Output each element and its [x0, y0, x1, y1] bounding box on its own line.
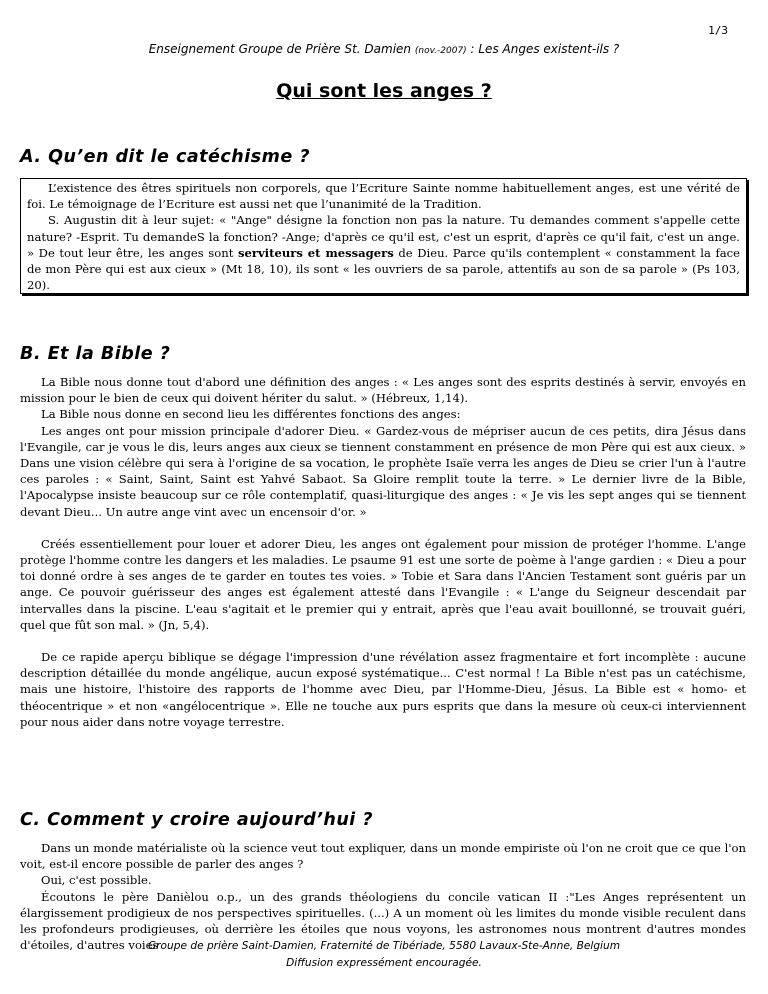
section-b-paragraph-4: Créés essentiellement pour louer et adorer Dieu, les anges ont également pour mission de protéger l'homme. L'ange protège l'homme contre les dangers et les maladies. Le psaume 91 est une sorte de poème à l'ange gardien : « Dieu a pour toi donné ordre à ses anges de te garder en toutes tes voies. » Tobie et Sara dans l'Ancien Testament sont guéris par un ange. Ce pouvoir guérisseur des anges est également attesté dans l'Evangile : « L'ange du Seigneur descendait par intervalles dans la piscine. L'eau s'agitait et le premier qui y entrait, après que l'eau avait bouillonné, se trouvait guéri, quel que fût son mal. » (Jn, 5,4). [20, 536, 746, 632]
catechism-box [20, 178, 747, 294]
header-date: (nov.-2007) [414, 46, 467, 56]
section-c-heading: C. Comment y croire aujourd’hui ? [20, 810, 374, 830]
section-a-p2-bold: serviteurs et messagers [237, 245, 394, 260]
section-c-paragraph-1: Dans un monde matérialiste où la science veut tout expliquer, dans un monde empiriste où l'on ne croit que ce que l'on voit, est-il encore possible de parler des anges ? [20, 841, 746, 872]
page-number: 1/3 [708, 24, 728, 37]
section-c-paragraph-2: Oui, c'est possible. [41, 873, 152, 888]
header-right: : Les Anges existent-ils ? [466, 42, 620, 56]
section-b-paragraph-5: De ce rapide aperçu biblique se dégage l'impression d'une révélation assez fragmentaire et fort incomplète : aucune description détaillée du monde angélique, aucun exposé systématique... C'est normal ! La Bible n'est pas un catéchisme, mais une histoire, l'histoire des rapports de l'homme avec Dieu, par l'Homme-Dieu, Jésus. La Bible est « homo- et théocentrique » et non «angélocentrique ». Elle ne touche aux purs esprits que dans la mesure où ceux-ci interviennent pour nous aider dans notre voyage terrestre. [20, 650, 746, 729]
footer-line-1: Groupe de prière Saint-Damien, Fraternité de Tibériade, 5580 Lavaux-Ste-Anne, Belgium [147, 940, 621, 952]
footer-line-2: Diffusion expressément encouragée. [286, 957, 482, 969]
section-b-body [20, 374, 746, 730]
section-c-body [20, 840, 746, 953]
document-title: Qui sont les anges ? [276, 80, 492, 102]
section-b-paragraph-2: La Bible nous donne en second lieu les différentes fonctions des anges: [41, 407, 461, 422]
section-a-heading: A. Qu’en dit le catéchisme ? [20, 147, 310, 167]
section-b-paragraph-1: La Bible nous donne tout d'abord une définition des anges : « Les anges sont des esprits destinés à servir, envoyés en mission pour le bien de ceux qui doivent hériter du salut. » (Hébreux, 1,14). [20, 375, 746, 406]
section-b-paragraph-3: Les anges ont pour mission principale d'adorer Dieu. « Gardez-vous de mépriser aucun de ces petits, dira Jésus dans l'Evangile, car je vous le dis, leurs anges aux cieux se tiennent constamment en présence de mon Père qui est aux cieux. » Dans une vision célèbre qui sera à l'origine de sa vocation, le prophète Isaïe verra les anges de Dieu se crier l'un à l'autre ces paroles : « Saint, Saint, Saint est Yahvé Sabaot. Sa Gloire remplit toute la terre. » Le dernier livre de la Bible, l'Apocalypse insiste beaucoup sur ce rôle contemplatif, quasi-liturgique des anges : « Je vis les sept anges qui se tiennent devant Dieu... Un autre ange vint avec un encensoir d'or. » [20, 423, 746, 519]
section-a-paragraph-2 [27, 212, 740, 293]
section-a-p2-text-1: S. Augustin dit à leur sujet: « "Ange" désigne la fonction non pas la nature. Tu demandes comment s'appelle cette nature? -Esprit. Tu demandeS la fonction? -Ange; d'après ce qu'il est, c'est un esprit, d'après ce qu'il fait, c'est un ange. » De tout leur être, les anges sont [27, 213, 740, 260]
page-header [0, 42, 768, 56]
section-c-paragraph-3: Écoutons le père Danièlou o.p., un des grands théologiens du concile vatican II :"Les Anges représentent un élargissement prodigieux de nos perspectives spirituelles. (...) A un moment où les limites du monde visible reculent dans les profondeurs prodigieuses, où derrière les étoiles que nous voyons, les astronomes nous montrent d'autres mondes d'étoiles, d'autres voies [20, 889, 746, 953]
section-b-heading: B. Et la Bible ? [20, 344, 171, 364]
section-a-p2-text-2: de Dieu. Parce qu'ils contemplent « constamment la face de mon Père qui est aux cieux » (Mt 18, 10), ils sont « les ouvriers de sa parole, attentifs au son de sa parole » (Ps 103, 20). [27, 245, 741, 293]
header-left: Enseignement Groupe de Prière St. Damien [148, 42, 412, 56]
page-footer [0, 938, 768, 972]
section-a-paragraph-1: L’existence des êtres spirituels non corporels, que l’Ecriture Sainte nomme habituellement anges, est une vérité de foi. Le témoignage de l’Ecriture est aussi net que l’unanimité de la Tradition. [27, 181, 740, 212]
